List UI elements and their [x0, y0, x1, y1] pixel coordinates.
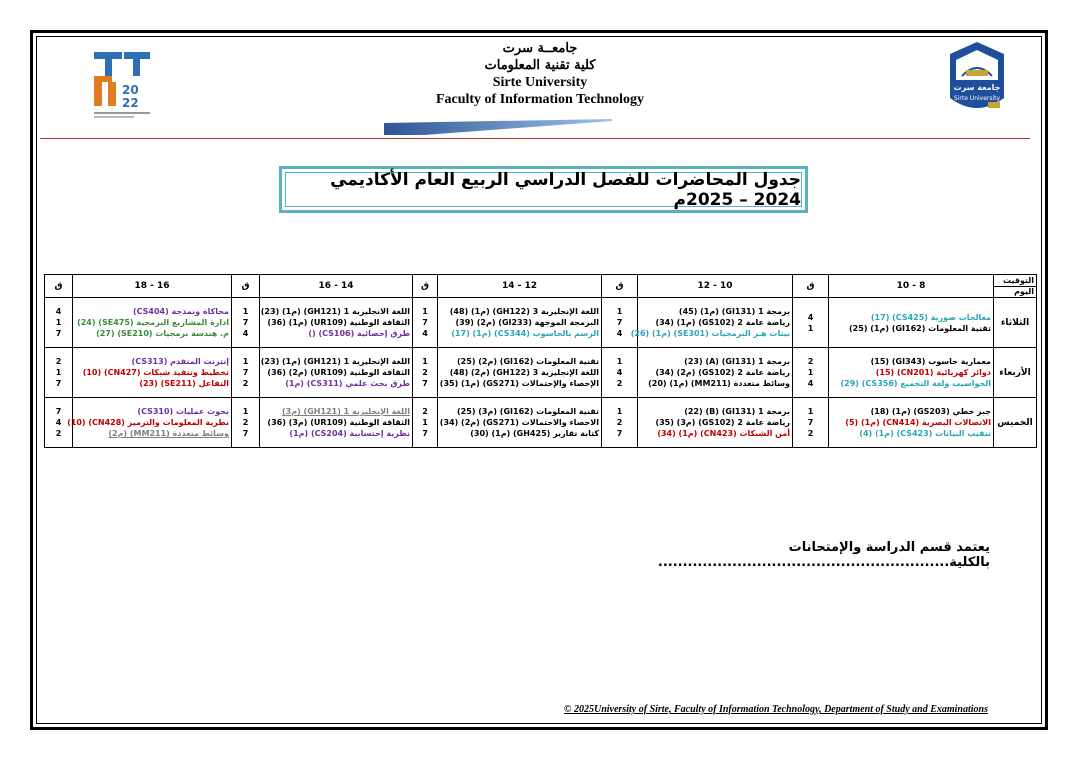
room-number: 4	[55, 418, 62, 427]
room-number: 2	[616, 418, 623, 427]
day-cell: الأربعاء	[994, 348, 1037, 398]
course-entry: برمجة 1 (GI131) (A) (23)	[684, 357, 790, 366]
course-entry: تخطيط وتنفيذ شبكات (CN427) (10)	[82, 368, 229, 377]
course-entry: جبر خطي (GS203) (م1) (18)	[870, 407, 991, 416]
room-number: 1	[616, 407, 623, 416]
course-entry: اللغة الإنجليزية 3 (GH122) (م2) (48)	[449, 368, 599, 377]
room-number: 7	[807, 418, 814, 427]
room-number: 1	[242, 357, 249, 366]
room-number: 7	[422, 429, 428, 438]
course-entry: اللغة الانجليزية 1 (GH121) (م1) (23)	[260, 307, 410, 316]
course-cell	[829, 298, 994, 348]
q-header: ق	[602, 275, 638, 298]
course-entry: دوائر كهربائية (CN201) (15)	[875, 368, 991, 377]
course-cell	[638, 398, 793, 448]
course-entry: الرسم بالحاسوب (CS344) (م1) (17)	[451, 329, 599, 338]
time-header-10-12: 12 - 10	[638, 275, 793, 298]
course-entry: رياضة عامة 2 (GS102) (م3) (35)	[655, 418, 790, 427]
day-cell: الخميس	[994, 398, 1037, 448]
corner-day-label: اليوم	[1014, 287, 1034, 296]
table-row	[45, 298, 1037, 348]
room-number: 7	[55, 329, 62, 338]
room-number: 1	[55, 318, 62, 327]
course-entry: طرق بحث علمي (CS311) (م1)	[285, 379, 410, 388]
room-cell	[793, 348, 829, 398]
q-header: ق	[45, 275, 73, 298]
room-cell	[232, 398, 260, 448]
room-number: 1	[807, 407, 814, 416]
room-number: 7	[55, 379, 62, 388]
room-cell	[602, 348, 638, 398]
course-entry: تنقيب البيانات (CS423) (م1) (4)	[859, 429, 991, 438]
room-cell	[45, 348, 73, 398]
room-number: 1	[807, 368, 814, 377]
room-number: 4	[616, 329, 623, 338]
title-box	[279, 166, 808, 213]
course-entry: وسائط متعددة (MM211) (م2)	[108, 429, 229, 438]
svg-text:22: 22	[122, 96, 139, 110]
university-name-en: Sirte University	[492, 75, 588, 90]
course-entry: برمجة 1 (GI131) (B) (22)	[684, 407, 790, 416]
room-number: 7	[616, 429, 623, 438]
room-number: 4	[242, 329, 249, 338]
room-cell	[232, 298, 260, 348]
course-entry: الاتصالات البصرية (CN414) (م1) (5)	[845, 418, 991, 427]
room-cell	[602, 398, 638, 448]
sirte-university-logo	[944, 40, 1010, 118]
room-number: 7	[55, 407, 62, 416]
room-number: 1	[616, 307, 623, 316]
header-text	[380, 40, 700, 108]
svg-text:20: 20	[122, 83, 139, 97]
course-entry: اللغة الإنجليزية 1 (GH121) (م3)	[282, 407, 410, 416]
course-cell	[260, 398, 413, 448]
room-number: 4	[616, 368, 623, 377]
course-entry: بينات هـر البرمجيات (SE301) (م1) (26)	[630, 329, 790, 338]
course-entry: الثقافة الوطنية (UR109) (م1) (36)	[267, 318, 410, 327]
room-number: 2	[616, 379, 623, 388]
room-number: 2	[242, 379, 249, 388]
day-cell: الثلاثاء	[994, 298, 1037, 348]
course-entry: وسائط متعددة (MM211) (م1) (20)	[648, 379, 790, 388]
course-cell	[630, 298, 793, 348]
corner-header	[994, 275, 1037, 298]
course-entry: محاكاة ونمذجة (CS404)	[132, 307, 229, 316]
schedule-title: جدول المحاضرات للفصل الدراسي الربيع العام الأكاديمي 2024 – 2025م	[285, 172, 802, 207]
copyright-footer: © 2025University of Sirte, Faculty of Information Technology, Department of Study and Examinations	[564, 704, 988, 715]
course-entry: الحواسيب ولغة التجميع (CS356) (29)	[840, 379, 991, 388]
course-entry: إنترنت المتقدم (CS313)	[131, 357, 229, 366]
room-number: 1	[422, 307, 428, 316]
course-entry: الإحصاء والإحتمالات (GS271) (م1) (35)	[439, 379, 599, 388]
room-number: 4	[422, 329, 428, 338]
university-name-ar: جامعــة سرت	[502, 41, 578, 56]
room-number: 7	[242, 368, 249, 377]
course-cell	[73, 348, 232, 398]
room-cell	[793, 298, 829, 348]
course-entry: الثقافة الوطنية (UR109) (م3) (36)	[267, 418, 410, 427]
table-row	[45, 348, 1037, 398]
q-header: ق	[413, 275, 438, 298]
course-entry: أمن الشبكات (CN423) (م1) (34)	[657, 429, 790, 438]
course-entry: م. هندسة برمجيات (SE210) (27)	[96, 329, 229, 338]
room-number: 7	[422, 318, 428, 327]
schedule-body	[45, 298, 1037, 448]
room-number: 1	[422, 357, 428, 366]
room-number: 2	[422, 407, 428, 416]
svg-text:جامعة سرت: جامعة سرت	[953, 83, 1001, 92]
course-cell	[829, 348, 994, 398]
time-header-12-14: 14 - 12	[438, 275, 602, 298]
svg-text:Sirte University: Sirte University	[953, 95, 1001, 102]
room-number: 7	[616, 318, 623, 327]
room-number: 1	[616, 357, 623, 366]
room-cell	[232, 348, 260, 398]
course-cell	[438, 348, 602, 398]
course-entry: كتابة تقارير (GH425) (م1) (30)	[470, 429, 599, 438]
course-cell	[67, 398, 232, 448]
course-cell	[438, 298, 602, 348]
room-number: 2	[422, 368, 428, 377]
schedule-table	[44, 274, 1037, 448]
faculty-name-en: Faculty of Information Technology	[435, 92, 645, 107]
course-entry: رياضة عامة 2 (GS102) (م1) (34)	[655, 318, 790, 327]
course-entry: ادارة المشاريع البرمجية (SE475) (24)	[77, 318, 229, 327]
room-number: 7	[242, 429, 249, 438]
room-number: 7	[242, 318, 249, 327]
course-cell	[438, 398, 602, 448]
course-entry: رياضة عامة 2 (GS102) (م2) (34)	[655, 368, 790, 377]
course-entry: معمارية حاسوب (GI343) (15)	[870, 357, 991, 366]
course-entry: تقنية المعلومات (GI162) (م3) (25)	[457, 407, 599, 416]
q-header: ق	[793, 275, 829, 298]
room-cell	[413, 348, 438, 398]
course-entry: بحوث عمليات (CS310)	[137, 407, 229, 416]
room-number: 4	[55, 307, 62, 316]
course-entry: اللغة الإنجليزية 3 (GH122) (م1) (48)	[449, 307, 599, 316]
course-entry: نظرية المعلومات والترميز (CN428) (10)	[67, 418, 229, 427]
room-number: 2	[242, 418, 249, 427]
room-number: 4	[807, 312, 814, 322]
header-divider	[40, 138, 1030, 139]
room-cell	[793, 398, 829, 448]
course-entry: طرق إحصائية (CS106) ()	[308, 329, 410, 338]
time-header-14-16: 16 - 14	[260, 275, 413, 298]
course-entry: برمجة 1 (GI131) (م1) (45)	[678, 307, 790, 316]
room-number: 4	[807, 379, 814, 388]
room-number: 2	[55, 429, 62, 438]
approval-line: يعتمد قسم الدراسة والإمتحانات بالكلية...........................................................	[657, 540, 990, 570]
it-2022-logo	[86, 46, 156, 121]
time-header-16-18: 18 - 16	[73, 275, 232, 298]
course-entry: تقنية المعلومات (GI162) (م2) (25)	[457, 357, 599, 366]
course-entry: معالجات صورية (CS425) (17)	[870, 312, 991, 322]
course-cell	[829, 398, 994, 448]
course-entry: اللغة الإنجليزية 1 (GH121) (م1) (23)	[260, 357, 410, 366]
room-number: 2	[55, 357, 62, 366]
room-cell	[602, 298, 638, 348]
course-cell	[73, 298, 232, 348]
course-entry: الثقافة الوطنية (UR109) (م2) (36)	[267, 368, 410, 377]
room-cell	[45, 298, 73, 348]
room-cell	[413, 298, 438, 348]
header-blue-bar	[384, 119, 612, 135]
room-number: 1	[807, 323, 814, 333]
course-entry: تقنية المعلومات (GI162) (م1) (25)	[849, 323, 991, 333]
room-cell	[413, 398, 438, 448]
room-number: 1	[242, 307, 249, 316]
room-number: 7	[422, 379, 428, 388]
room-number: 2	[807, 357, 814, 366]
table-row	[45, 398, 1037, 448]
room-number: 1	[55, 368, 62, 377]
room-number: 2	[807, 429, 814, 438]
table-header-row	[45, 275, 1037, 298]
course-entry: نظرية إحتسابية (CS204) (م1)	[289, 429, 410, 438]
time-header-8-10: 10 - 8	[829, 275, 994, 298]
course-entry: التفاعل (SE211) (23)	[139, 379, 229, 388]
corner-time-label: التوقيت	[1003, 276, 1034, 285]
course-cell	[260, 348, 413, 398]
course-entry: البرمجة الموجهة (GI233) (م2) (39)	[455, 318, 599, 327]
q-header: ق	[232, 275, 260, 298]
faculty-name-ar: كلية تقنية المعلومات	[484, 58, 596, 73]
course-cell	[260, 298, 413, 348]
room-number: 1	[422, 418, 428, 427]
course-entry: الاحصاء والاحتمالات (GS271) (م2) (34)	[439, 418, 599, 427]
course-cell	[638, 348, 793, 398]
room-number: 1	[242, 407, 249, 416]
